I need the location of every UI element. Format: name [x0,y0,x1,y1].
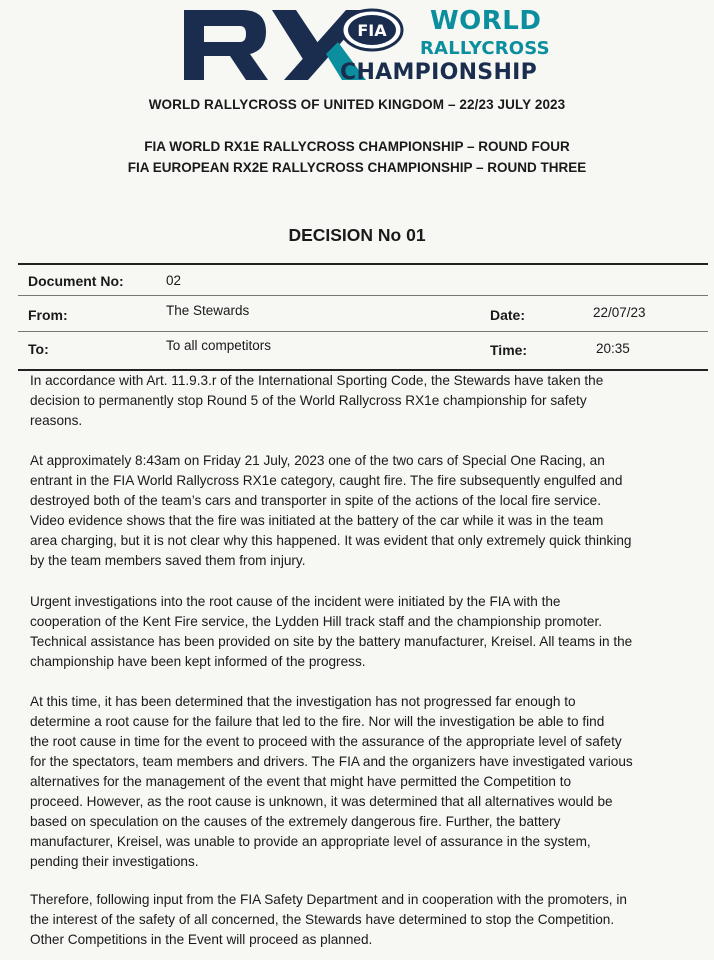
to-value: To all competitors [166,338,272,353]
from-value: The Stewards [166,303,250,318]
paragraph-investigation: Urgent investigations into the root cause of the incident were initiated by the FIA with the cooperation of the Kent Fire service, the Lydden Hill track staff and the championship promoter. Technical assistance has been provided on site by the battery manufacturer, Kreisel. All teams in the championship have been kept informed of the progress. [30,594,633,669]
fia-badge-text: FIA [357,21,387,40]
date-value: 22/07/23 [593,305,646,320]
paragraph-decision: In accordance with Art. 11.9.3.r of the International Sporting Code, the Stewards have taken the decision to permanently stop Round 5 of the World Rallycross RX1e championship for safety reasons. [30,373,604,428]
decision-title: DECISION No 01 [288,225,426,245]
round-line-rx1e: FIA WORLD RX1E RALLYCROSS CHAMPIONSHIP – ROUND FOUR [144,139,570,154]
fia-badge-icon [340,8,404,52]
from-label: From: [28,307,68,323]
date-label: Date: [490,307,526,323]
to-label: To: [28,341,49,357]
brand-rallycross: RALLYCROSS [420,38,550,59]
paragraph-conclusion: Therefore, following input from the FIA Safety Department and in cooperation with the promoters, in the interest of the safety of all concerned, the Stewards have determined to stop the Competition. Other Competitions in the Event will proceed as planned. [30,892,627,947]
brand-world: WORLD [430,6,542,36]
document-no-value: 02 [166,273,182,288]
document-no-label: Document No: [28,273,124,289]
event-title: WORLD RALLYCROSS OF UNITED KINGDOM – 22/23 JULY 2023 [148,97,566,112]
paragraph-incident: At approximately 8:43am on Friday 21 July, 2023 one of the two cars of Special One Racing, an entrant in the FIA World Rallycross RX1e category, caught fire. The fire subsequently engulfed and destroyed both of the team’s cars and transporter in spite of the actions of the local fire service. Video evidence shows that the fire was initiated at the battery of the car while it was in the team area charging, but it is not clear why this happened. It was evident that only extremely quick thinking by the team members saved them from injury. [30,453,632,568]
document-info-table [18,263,708,371]
round-line-rx2e: FIA EUROPEAN RX2E RALLYCROSS CHAMPIONSHIP – ROUND THREE [127,160,587,175]
time-label: Time: [490,342,528,358]
table-divider [18,295,708,296]
brand-championship: CHAMPIONSHIP [340,60,538,85]
paragraph-determination: At this time, it has been determined that the investigation has not progressed far enough to determine a root cause for the failure that led to the fire. Nor will the investigation be able to find the root cause in time for the event to proceed with the assurance of the appropriate level of safety for the spectators, team members and drivers. The FIA and the organizers have investigated various alternatives for the management of the event that might have permitted the Competition to proceed. However, as the root cause is unknown, it was determined that all alternatives would be based on speculation on the causes of the extremely dangerous fire. Further, the battery manufacturer, Kreisel, was unable to provide an appropriate level of assurance in the system, pending their investigations. [30,694,633,869]
table-divider [18,331,708,332]
time-value: 20:35 [596,341,630,356]
